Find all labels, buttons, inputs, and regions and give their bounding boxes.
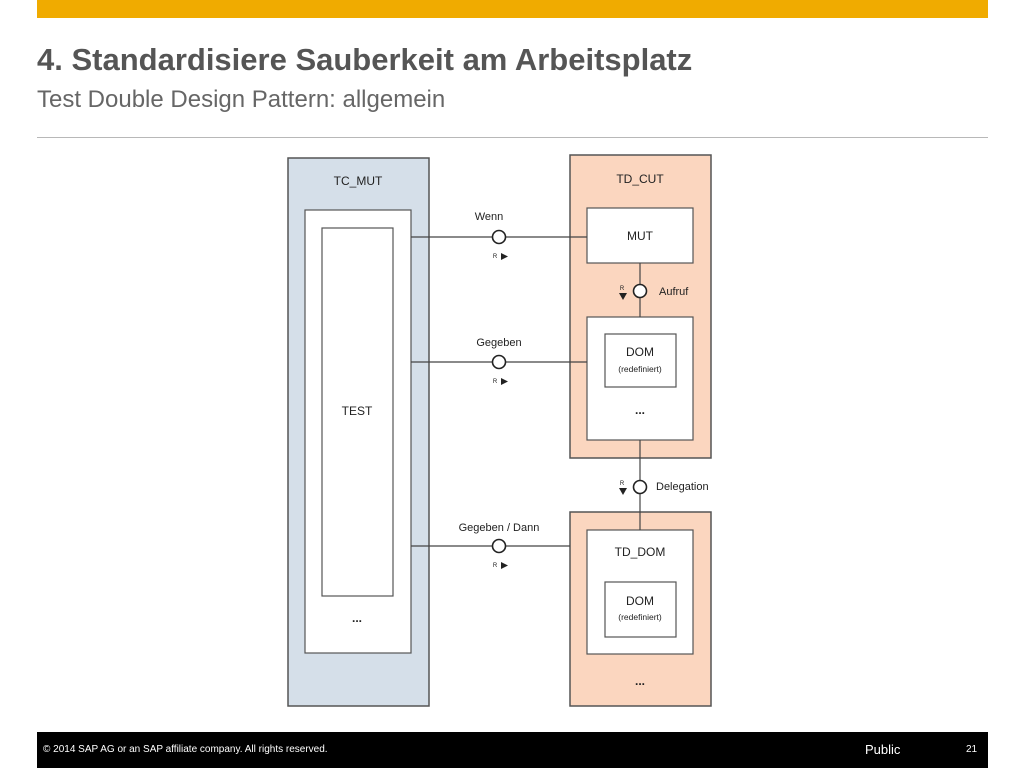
page-number: 21 bbox=[966, 744, 978, 755]
tc-mut-ellipsis: ... bbox=[351, 611, 363, 625]
slide-title: 4. Standardisiere Sauberkeit am Arbeitsplatz bbox=[37, 42, 693, 77]
role-marker: R bbox=[492, 563, 498, 569]
td-dom-ellipsis: ... bbox=[634, 674, 646, 688]
direction-arrow-down bbox=[619, 488, 627, 495]
connector-label-gegeben: Gegeben bbox=[476, 337, 522, 349]
connector-label-aufruf: Aufruf bbox=[659, 286, 689, 298]
mut-label: MUT bbox=[627, 229, 653, 243]
td-dom-dom-note: (redefiniert) bbox=[618, 612, 662, 622]
interface-circle bbox=[493, 540, 506, 553]
copyright-text: © 2014 SAP AG or an SAP affiliate company. All rights reserved. bbox=[43, 744, 328, 755]
direction-arrow-right bbox=[501, 378, 508, 385]
interface-circle bbox=[493, 356, 506, 369]
connector-label-wenn: Wenn bbox=[474, 211, 504, 223]
connector-wenn bbox=[411, 211, 587, 260]
connector-label-delegation: Delegation bbox=[656, 481, 709, 493]
role-marker: R bbox=[492, 379, 498, 385]
td-cut-dom-label: DOM bbox=[626, 345, 654, 359]
connector-gegeben-dann bbox=[411, 522, 570, 569]
td-dom-label: TD_DOM bbox=[614, 545, 666, 559]
connector-label-gegeben-dann: Gegeben / Dann bbox=[458, 522, 540, 534]
td-cut-dom-box bbox=[605, 334, 676, 387]
td-dom-dom-label: DOM bbox=[626, 594, 654, 608]
interface-circle bbox=[493, 231, 506, 244]
td-cut-dom-note: (redefiniert) bbox=[618, 364, 662, 374]
test-label: TEST bbox=[341, 404, 373, 418]
connector-gegeben bbox=[411, 337, 587, 385]
role-marker: R bbox=[619, 286, 625, 292]
footer-bar bbox=[37, 732, 988, 768]
role-marker: R bbox=[492, 254, 498, 260]
interface-circle bbox=[634, 285, 647, 298]
td-dom-dom-box bbox=[605, 582, 676, 637]
slide-subtitle: Test Double Design Pattern: allgemein bbox=[37, 86, 446, 113]
classification-label: Public bbox=[865, 742, 901, 757]
interface-circle bbox=[634, 481, 647, 494]
role-marker: R bbox=[619, 481, 625, 487]
tc-mut-label: TC_MUT bbox=[333, 174, 383, 188]
direction-arrow-right bbox=[501, 562, 508, 569]
td-cut-label: TD_CUT bbox=[616, 172, 664, 186]
td-cut-ellipsis: ... bbox=[634, 403, 646, 417]
direction-arrow-right bbox=[501, 253, 508, 260]
